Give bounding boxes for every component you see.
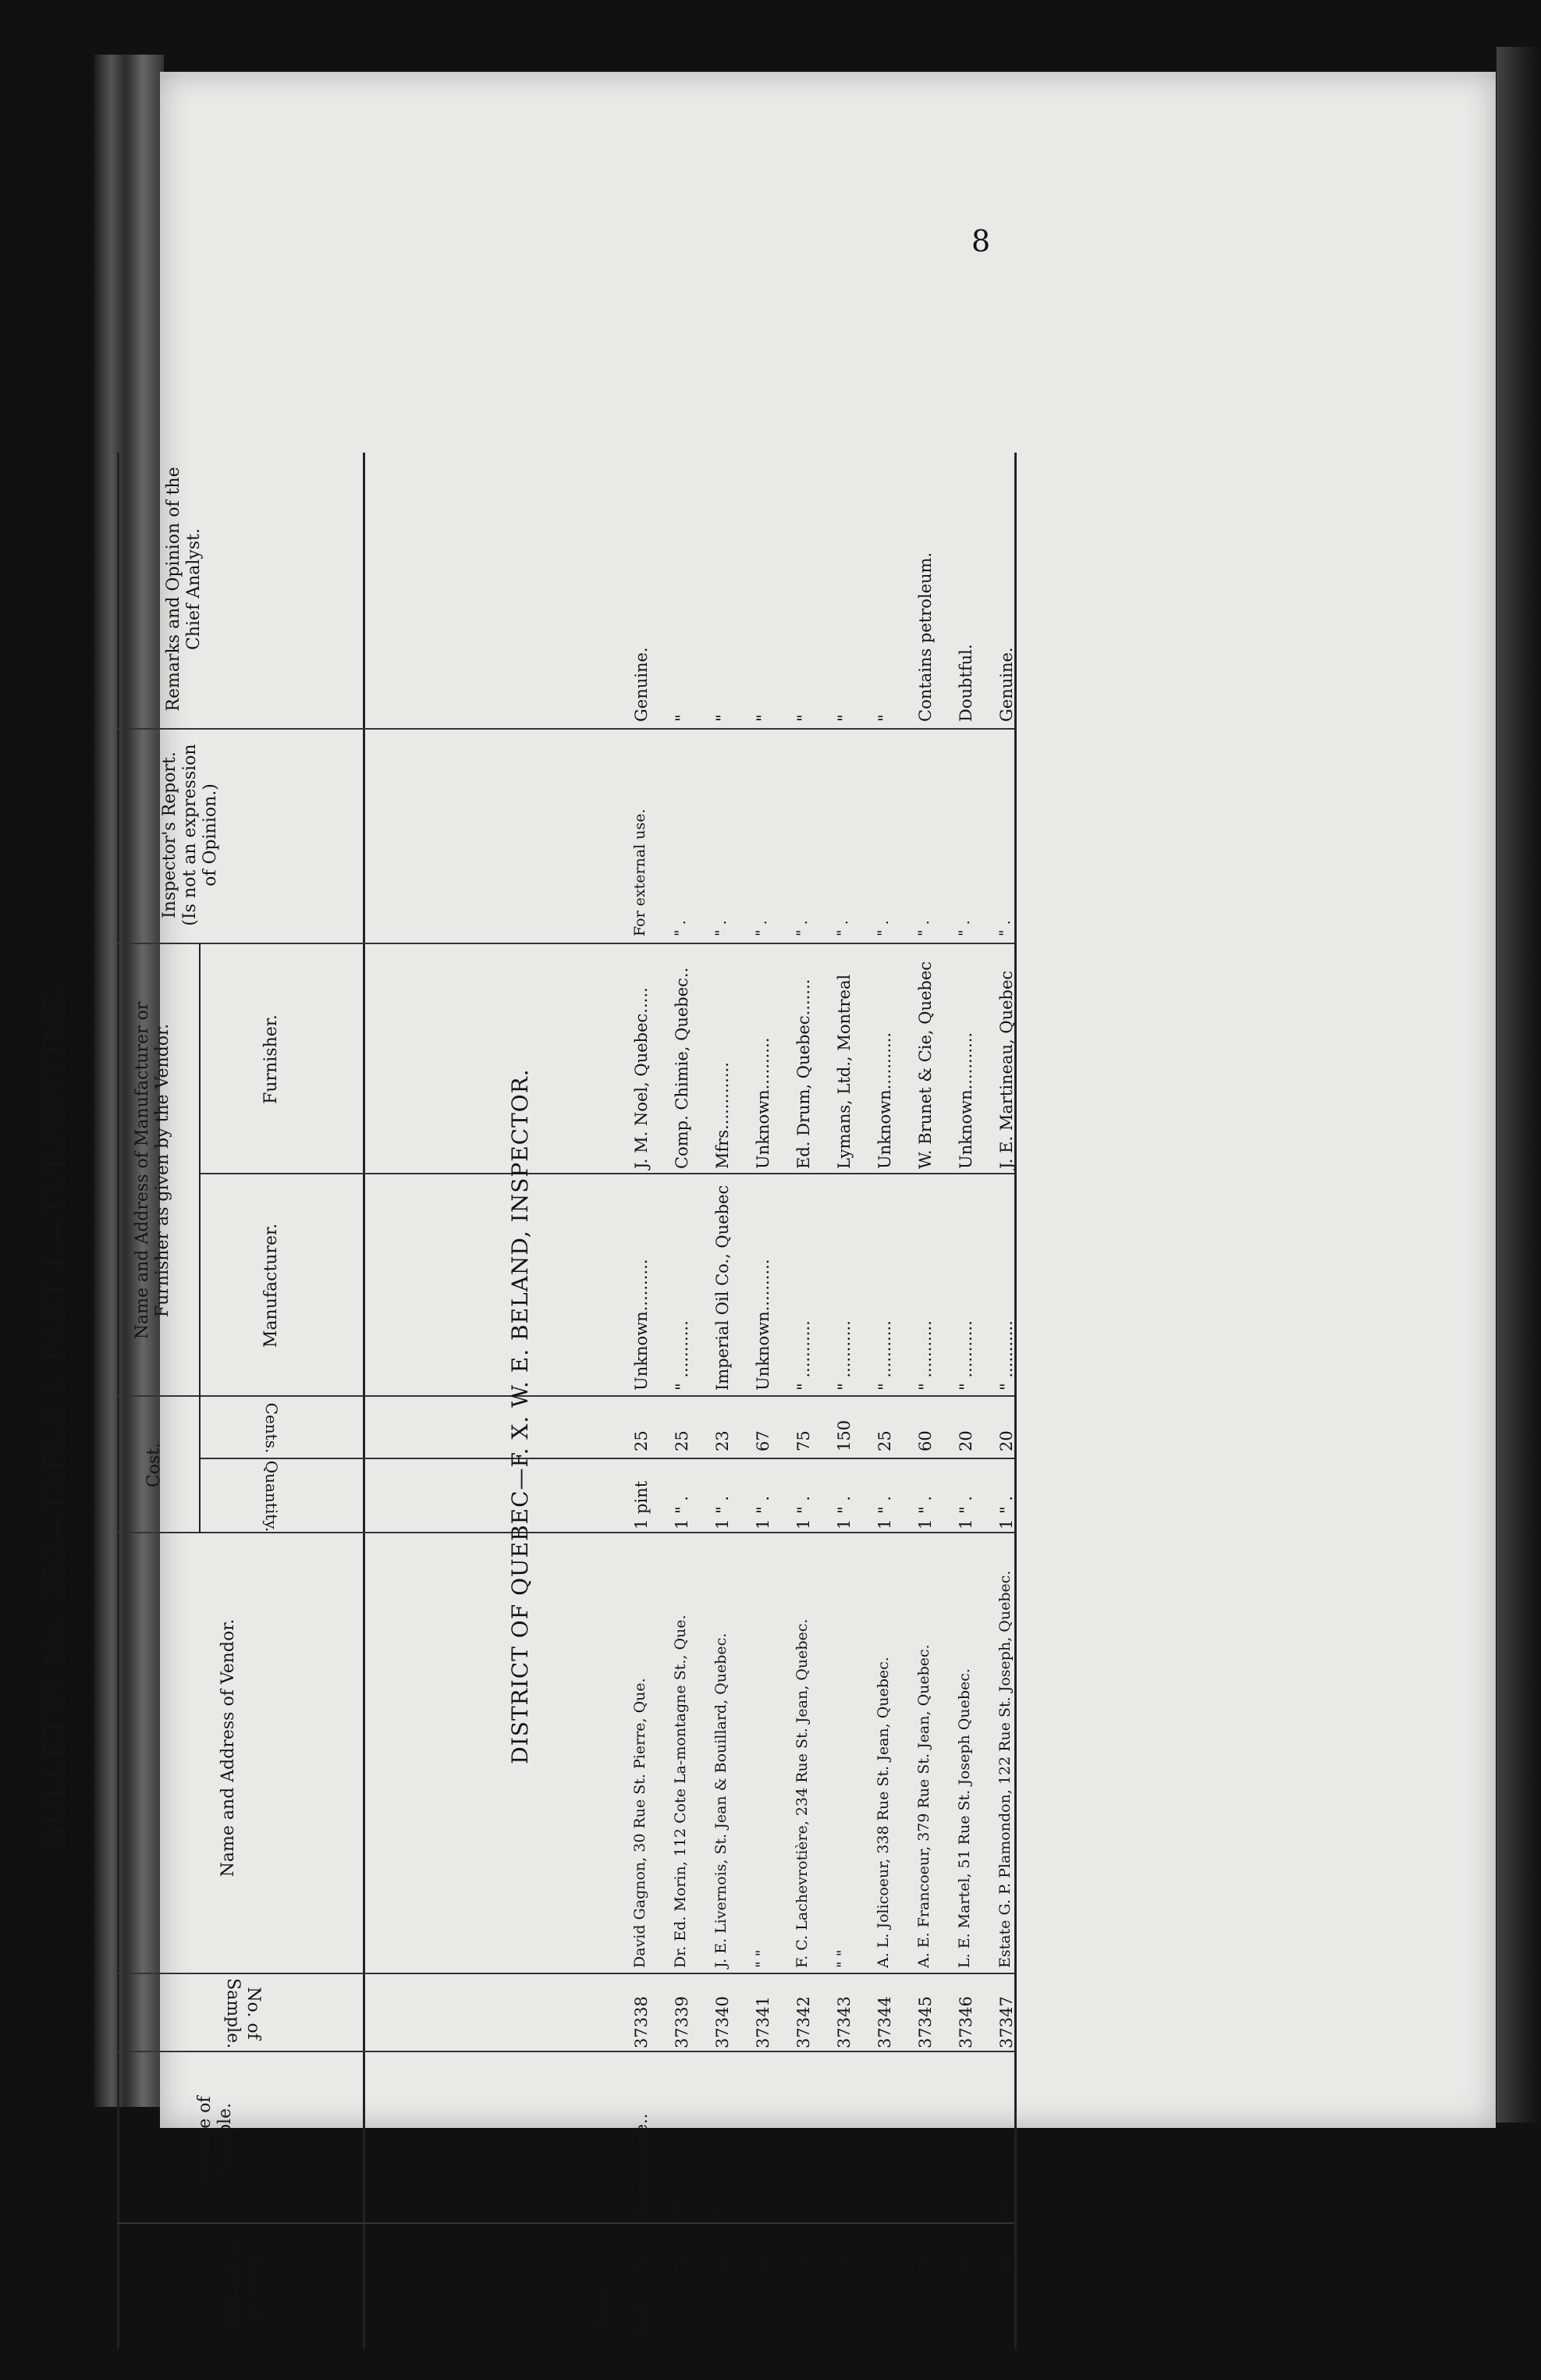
cell-qty: 1 " . (713, 1495, 732, 1529)
cell-remarks: Genuine. (632, 647, 651, 722)
col-divider (117, 728, 1014, 730)
header-date: Date of Collection. (223, 2240, 263, 2333)
cell-manufacturer: " ........... (957, 1320, 975, 1391)
district-title: DISTRICT OF QUEBEC—F. X. W. E. BELAND, INSPECTOR. (507, 1068, 533, 1764)
cell-nature: Turpentine.. (632, 2113, 651, 2216)
cell-day: 5 (713, 2260, 732, 2271)
cell-vendor: A. L. Jolicoeur, 338 Rue St. Jean, Quebec. (875, 1657, 892, 1968)
cell-manufacturer: Unknown.......... (632, 1259, 651, 1391)
cell-nature: " " (713, 2196, 732, 2216)
cell-nature: " " (875, 2196, 894, 2216)
header-quantity: Quantity. (262, 1460, 281, 1533)
cell-cents: 23 (713, 1430, 732, 1451)
cell-day: 8 (957, 2260, 975, 2271)
cell-month: " (673, 2325, 691, 2333)
cell-nature: " " (916, 2196, 935, 2216)
cell-remarks: " (754, 714, 772, 722)
cell-month: " (713, 2325, 732, 2333)
cell-nature: " " (957, 2196, 975, 2216)
cell-day: 5 (875, 2260, 894, 2271)
cell-nature: " " (673, 2196, 691, 2216)
cell-inspector: " . (753, 920, 770, 936)
col-divider (117, 2222, 1014, 2224)
cell-cents: 60 (916, 1430, 935, 1451)
header-cost: Cost. (144, 1442, 164, 1488)
cell-furnisher: Comp. Chimie, Quebec.. (673, 967, 691, 1169)
cost-subheader-rule (199, 1397, 201, 1533)
cell-remarks: " (713, 714, 732, 722)
cell-vendor: Dr. Ed. Morin, 112 Cote La-montagne St., Que. (672, 1614, 689, 1968)
cell-qty: 1 " . (875, 1495, 894, 1529)
cell-remarks: Genuine. (997, 647, 1016, 722)
cell-furnisher: Mfrs............. (713, 1062, 732, 1169)
cell-remarks: " (673, 714, 691, 722)
cell-vendor: L. E. Martel, 51 Rue St. Joseph Quebec. (956, 1668, 973, 1968)
cell-day: 8 (997, 2260, 1016, 2271)
cell-no: 37341 (754, 1996, 772, 2048)
cell-cents: 25 (673, 1430, 691, 1451)
cell-manufacturer: Imperial Oil Co., Quebec (713, 1185, 732, 1391)
cell-qty: 1 pint (632, 1480, 651, 1529)
cell-cents: 20 (997, 1430, 1016, 1451)
cell-day: 5 (835, 2260, 854, 2271)
cell-remarks: Doubtful. (957, 644, 975, 722)
cell-qty: 1 " . (997, 1495, 1016, 1529)
cell-qty: 1 " . (794, 1495, 813, 1529)
cell-cents: 75 (794, 1430, 813, 1451)
cell-inspector: " . (956, 920, 973, 936)
cell-no: 37346 (957, 1996, 975, 2048)
cell-vendor: David Gagnon, 30 Rue St. Pierre, Que. (631, 1678, 648, 1968)
cell-no: 37343 (835, 1996, 854, 2048)
cell-remarks: " (835, 714, 854, 722)
cell-inspector: " . (875, 920, 892, 936)
cell-month: " (997, 2325, 1016, 2333)
cell-no: 37345 (916, 1996, 935, 2048)
cell-no: 37342 (794, 1996, 813, 2048)
cell-qty: 1 " . (835, 1495, 854, 1529)
scan-right-edge (1497, 47, 1541, 2122)
cell-vendor: " " (834, 1949, 851, 1968)
cell-vendor: J. E. Livernois, St. Jean & Bouillard, Quebec. (712, 1632, 730, 1968)
cell-no: 37338 (632, 1996, 651, 2048)
cell-month: " (957, 2325, 975, 2333)
year-label: 1912. (593, 2286, 612, 2333)
header-furnisher: Furnisher. (261, 1014, 281, 1104)
cell-manufacturer: " ........... (794, 1320, 813, 1391)
manufacturer-subheader-rule (199, 944, 201, 1397)
header-cents: Cents. (262, 1402, 281, 1454)
cell-no: 37347 (997, 1996, 1016, 2048)
cell-nature: " " (754, 2196, 772, 2216)
cell-inspector: " . (794, 920, 811, 936)
cell-day: 5 (754, 2260, 772, 2271)
cell-remarks: " (794, 714, 813, 722)
cell-day: 5 (794, 2260, 813, 2271)
page-number: 8 (971, 224, 991, 258)
cell-nature: " " (997, 2196, 1016, 2216)
cell-manufacturer: Unknown.......... (754, 1259, 772, 1391)
cell-vendor: A. E. Francoeur, 379 Rue St. Jean, Quebec. (915, 1644, 932, 1968)
header-bottom-rule (363, 453, 365, 2349)
cell-cents: 25 (632, 1430, 651, 1451)
cell-no: 37339 (673, 1996, 691, 2048)
cell-month: " (875, 2325, 894, 2333)
col-divider (117, 1395, 1014, 1397)
cell-manufacturer: " ........... (835, 1320, 854, 1391)
cell-day: 5 (673, 2260, 691, 2271)
cell-furnisher: W. Brunet & Cie, Quebec (916, 961, 935, 1169)
cell-manufacturer: " ........... (673, 1320, 691, 1391)
cell-month: Feb. (632, 2297, 651, 2333)
cell-inspector: " . (915, 920, 932, 936)
header-manufacturer: Manufacturer. (261, 1223, 281, 1348)
cell-no: 37344 (875, 1996, 894, 2048)
cell-manufacturer: " ........... (916, 1320, 935, 1391)
cell-inspector: For external use. (631, 808, 648, 936)
cell-month: " (916, 2325, 935, 2333)
cell-inspector: " . (834, 920, 851, 936)
cell-qty: 1 " . (673, 1495, 691, 1529)
cell-furnisher: Lymans, Ltd., Montreal (835, 974, 854, 1169)
header-inspector: Inspector's Report. (Is not an expression of Opinion.) (160, 744, 220, 926)
header-manufacturer-group: Name and Address of Manufacturer or Furnisher as given by the Vendor. (133, 1001, 172, 1340)
col-divider (199, 1173, 1014, 1174)
header-no: No. of Sample. (223, 1978, 263, 2049)
cell-furnisher: Unknown.......... (754, 1037, 772, 1169)
cell-furnisher: Ed. Drum, Quebec....... (794, 979, 813, 1169)
cell-nature: " " (835, 2196, 854, 2216)
col-divider (117, 943, 1014, 944)
cell-manufacturer: " ........... (875, 1320, 894, 1391)
header-nature: Nature of Sample. (195, 2096, 235, 2180)
cell-inspector: " . (672, 920, 689, 936)
cell-furnisher: J. E. Martineau, Quebec (997, 970, 1016, 1169)
cell-month: " (794, 2325, 813, 2333)
rotated-table-area (0, 453, 1022, 2380)
cell-vendor: F. C. Lachevrotière, 234 Rue St. Jean, Quebec. (794, 1618, 811, 1968)
cell-month: " (835, 2325, 854, 2333)
cell-no: 37340 (713, 1996, 732, 2048)
bulletin-title: BULLETIN No. 253—TABLE I, PART I.—TURPENTINE. (37, 984, 72, 1849)
cell-inspector: " . (996, 920, 1014, 936)
cell-furnisher: J. M. Noel, Quebec..... (632, 987, 651, 1169)
cell-furnisher: Unknown........... (875, 1032, 894, 1169)
cell-remarks: Contains petroleum. (916, 552, 935, 722)
col-divider (117, 1532, 1014, 1533)
table-top-rule (117, 453, 119, 2349)
header-remarks: Remarks and Opinion of the Chief Analyst. (164, 467, 204, 712)
cell-day: 5 (916, 2260, 935, 2271)
col-divider (117, 2051, 1014, 2052)
cell-qty: 1 " . (957, 1495, 975, 1529)
cell-remarks: " (875, 714, 894, 722)
cell-furnisher: Unknown........... (957, 1032, 975, 1169)
cell-month: " (754, 2325, 772, 2333)
cell-vendor: Estate G. P. Plamondon, 122 Rue St. Joseph, Quebec. (996, 1570, 1014, 1968)
cell-day: 5 (632, 2260, 651, 2271)
cell-cents: 67 (754, 1430, 772, 1451)
cell-manufacturer: " ........... (997, 1320, 1016, 1391)
cell-cents: 20 (957, 1430, 975, 1451)
cell-nature: " " (794, 2196, 813, 2216)
header-vendor: Name and Address of Vendor. (218, 1618, 238, 1877)
cell-vendor: " " (753, 1949, 770, 1968)
cell-cents: 25 (875, 1430, 894, 1451)
cell-qty: 1 " . (754, 1495, 772, 1529)
cell-cents: 150 (835, 1419, 854, 1451)
cell-qty: 1 " . (916, 1495, 935, 1529)
cell-inspector: " . (712, 920, 730, 936)
col-divider (117, 1973, 1014, 1974)
